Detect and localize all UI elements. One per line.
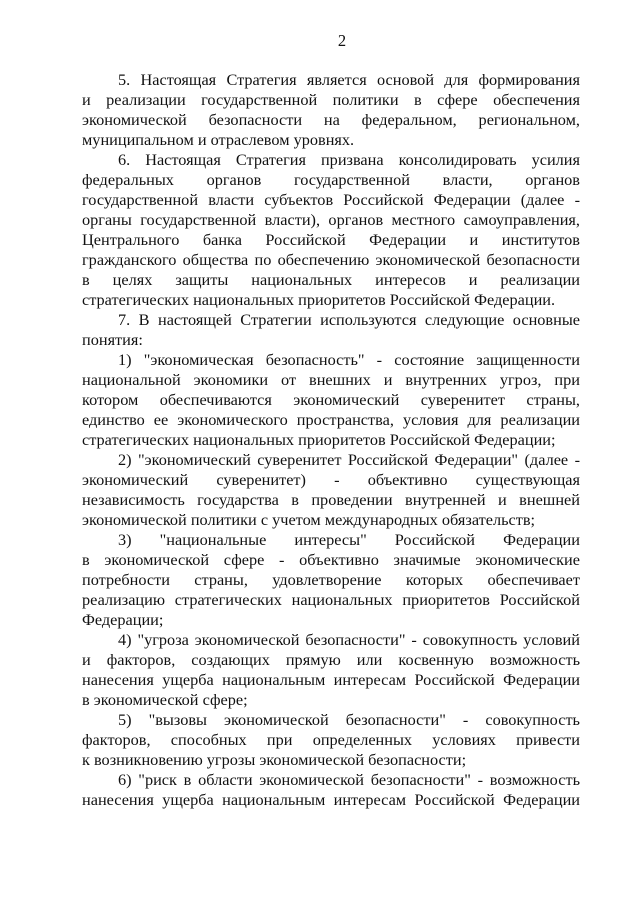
text-line: к возникновению угрозы экономической безопасности; (82, 750, 467, 769)
text-line: в экономической сфере; (82, 690, 248, 709)
document-body (82, 70, 580, 810)
text-line: экономической безопасности на федеральном, региональном, (82, 110, 580, 129)
text-line: в экономической сфере - объективно значимые экономические (82, 550, 580, 569)
text-line: 5. Настоящая Стратегия является основой для формирования (118, 70, 580, 89)
text-line: нанесения ущерба национальным интересам Российской Федерации (82, 670, 580, 689)
paragraph (82, 630, 580, 710)
text-line: 5) "вызовы экономической безопасности" - совокупность (118, 710, 580, 729)
text-line: национальной экономики от внешних и внутренних угроз, при (82, 370, 580, 389)
text-line: котором обеспечиваются экономический суверенитет страны, (82, 390, 580, 409)
text-line: и факторов, создающих прямую или косвенную возможность (82, 650, 580, 669)
paragraph (82, 70, 580, 150)
text-line: государственной власти субъектов Российской Федерации (далее - (82, 190, 580, 209)
text-line: 2) "экономический суверенитет Российской Федерации" (далее - (118, 450, 580, 469)
paragraph (82, 530, 580, 630)
text-line: 6. Настоящая Стратегия призвана консолидировать усилия (118, 150, 580, 169)
text-line: стратегических национальных приоритетов Российской Федерации; (82, 430, 556, 449)
page-number: 2 (337, 31, 347, 50)
text-line: потребности страны, удовлетворение которых обеспечивает (82, 570, 580, 589)
paragraph (82, 710, 580, 770)
text-line: понятия: (82, 330, 143, 349)
text-line: 3) "национальные интересы" Российской Федерации (118, 530, 580, 549)
paragraph (82, 770, 580, 810)
text-line: в целях защиты национальных интересов и реализации (82, 270, 580, 289)
text-line: 7. В настоящей Стратегии используются следующие основные (118, 310, 580, 329)
text-line: экономической политики с учетом международных обязательств; (82, 510, 536, 529)
text-line: Центрального банка Российской Федерации и институтов (82, 230, 580, 249)
text-line: 6) "риск в области экономической безопасности" - возможность (118, 770, 580, 789)
text-line: факторов, способных при определенных условиях привести (82, 730, 580, 749)
text-line: независимость государства в проведении внутренней и внешней (82, 490, 580, 509)
paragraph (82, 310, 580, 350)
text-line: 1) "экономическая безопасность" - состояние защищенности (118, 350, 580, 369)
paragraph (82, 150, 580, 310)
text-line: экономический суверенитет) - объективно существующая (82, 470, 580, 489)
text-line: федеральных органов государственной власти, органов (82, 170, 580, 189)
text-line: органы государственной власти), органов местного самоуправления, (82, 210, 580, 229)
text-line: реализацию стратегических национальных приоритетов Российской (82, 590, 580, 609)
text-line: и реализации государственной политики в сфере обеспечения (82, 90, 580, 109)
paragraph (82, 450, 580, 530)
text-line: стратегических национальных приоритетов Российской Федерации. (82, 290, 556, 309)
text-line: гражданского общества по обеспечению экономической безопасности (82, 250, 580, 269)
text-line: единство ее экономического пространства, условия для реализации (82, 410, 580, 429)
text-line: нанесения ущерба национальным интересам Российской Федерации (82, 790, 580, 809)
text-line: муниципальном и отраслевом уровнях. (82, 130, 355, 149)
text-line: Федерации; (82, 610, 164, 629)
text-line: 4) "угроза экономической безопасности" - совокупность условий (118, 630, 580, 649)
paragraph (82, 350, 580, 450)
